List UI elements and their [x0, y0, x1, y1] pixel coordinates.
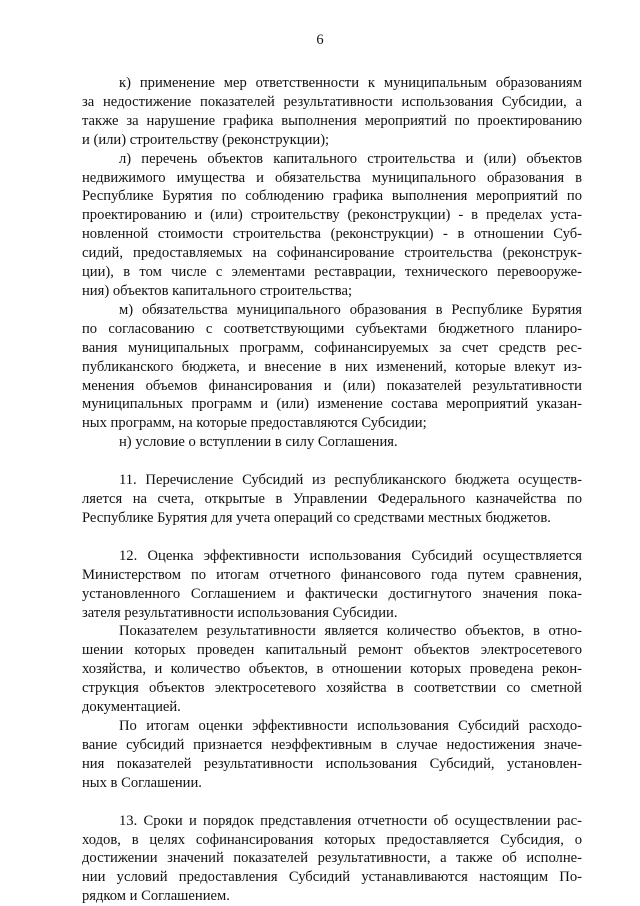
paragraph-12: [82, 547, 582, 623]
text-line: Республике Бурятия по соблюдению графика выполнения мероприятий по: [82, 188, 582, 205]
text-line: м) обязательства муниципального образования в Республике Бурятия: [119, 301, 582, 318]
paragraph-gap: [82, 452, 582, 471]
text-line: рядком и Соглашением.: [82, 888, 230, 905]
text-line: ных в Соглашении.: [82, 774, 202, 791]
text-line: менения объемов финансирования и (или) показателей результативности: [82, 377, 582, 394]
text-line: ции), в том числе с элементами реставрации, технического перевооруже-: [82, 264, 582, 281]
text-line: зателя результативности использования Субсидии.: [82, 604, 398, 621]
text-line: ходов, в целях софинансирования которых предоставляется Субсидия, о: [82, 831, 582, 848]
text-line: По итогам оценки эффективности использования Субсидий расходо-: [119, 718, 582, 734]
paragraph-gap: [82, 528, 582, 547]
paragraph-12-efficiency: [82, 717, 582, 793]
text-line: нии условий предоставления Субсидий устанавливаются настоящим По-: [82, 869, 582, 886]
text-line: вание субсидий признается неэффективным в случае недостижения значе-: [82, 736, 582, 753]
text-line: шении которых проведен капитальный ремонт объектов электросетевого: [82, 642, 582, 659]
paragraph-11: [82, 471, 582, 528]
text-line: ных программ, на которые предоставляются Субсидии;: [82, 415, 427, 432]
text-line: сидий, предоставляемых на софинансирование строительства (реконструк-: [82, 245, 582, 262]
paragraph-n: [82, 433, 582, 452]
paragraph-gap: [82, 793, 582, 812]
text-line: по согласованию с соответствующими субъектами бюджетного планиро-: [82, 320, 582, 337]
text-line: 12. Оценка эффективности использования Субсидий осуществляется: [119, 547, 582, 564]
text-line: ния показателей результативности использования Субсидий, установлен-: [82, 755, 582, 772]
document-body: [82, 74, 582, 906]
text-line: за недостижение показателей результативности использования Субсидии, а: [82, 93, 582, 110]
text-line: муниципальных программ и (или) изменение состава мероприятий указан-: [82, 396, 582, 413]
text-line: л) перечень объектов капитального строительства и (или) объектов: [119, 150, 582, 167]
text-line: 13. Сроки и порядок представления отчетности об осуществлении рас-: [119, 812, 582, 829]
text-line: 11. Перечисление Субсидий из республиканского бюджета осуществ-: [119, 472, 582, 489]
paragraph-m: [82, 301, 582, 433]
text-line: вания муниципальных программ, софинансируемых за счет средств рес-: [82, 339, 582, 356]
text-line: также за нарушение графика выполнения мероприятий по проектированию: [82, 112, 582, 129]
text-line: ния) объектов капитального строительства;: [82, 282, 353, 299]
text-line: ляется на счета, открытые в Управлении Федерального казначейства по: [82, 491, 582, 508]
text-line: публиканского бюджета, и внесение в них изменений, которые влекут из-: [82, 358, 582, 375]
text-line: к) применение мер ответственности к муниципальным образованиям: [119, 75, 582, 91]
text-line: Показателем результативности является количество объектов, в отно-: [119, 623, 582, 640]
text-line: новленной стоимости строительства (реконструкции) - в отношении Суб-: [82, 226, 582, 243]
text-line: документацией.: [82, 699, 181, 716]
text-line: установленного Соглашением и фактически достигнутого значения пока-: [82, 585, 582, 602]
text-line: проектированию и (или) строительству (реконструкции) - в пределах уста-: [82, 207, 582, 224]
text-line: достижении значений показателей результативности, а также об исполне-: [82, 850, 582, 867]
page-number: 6: [316, 32, 324, 48]
paragraph-l: [82, 150, 582, 301]
text-line: н) условие о вступлении в силу Соглашения.: [119, 434, 398, 451]
paragraph-12-indicator: [82, 622, 582, 717]
paragraph-k: [82, 74, 582, 150]
text-line: недвижимого имущества и обязательства муниципального образования в: [82, 169, 582, 186]
text-line: Республике Бурятия для учета операций со средствами местных бюджетов.: [82, 509, 551, 526]
paragraph-13: [82, 812, 582, 906]
text-line: хозяйства, и количество объектов, в отношении которых проведена рекон-: [82, 661, 582, 678]
text-line: и (или) строительству (реконструкции);: [82, 131, 330, 148]
text-line: Министерством по итогам отчетного финансового года путем сравнения,: [82, 566, 582, 583]
text-line: струкция объектов электросетевого хозяйства в соответствии со сметной: [82, 680, 582, 697]
